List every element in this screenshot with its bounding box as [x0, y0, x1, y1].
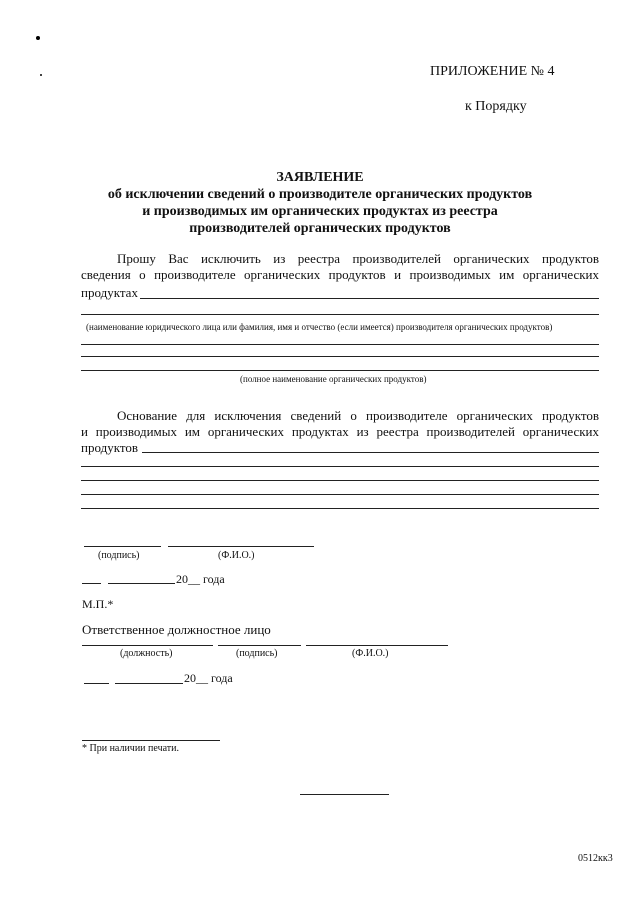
- applicant-name-caption: (Ф.И.О.): [218, 550, 255, 561]
- products-fill-line[interactable]: [81, 370, 599, 371]
- applicant-name-line[interactable]: [168, 546, 314, 547]
- producer-fill-line[interactable]: [140, 298, 599, 299]
- basis-fill-line[interactable]: [81, 480, 599, 481]
- applicant-date-year: 20__ года: [176, 572, 225, 586]
- document-code: 0512кк3: [578, 853, 613, 864]
- producer-caption: (наименование юридического лица или фамилия, имя и отчество (если имеется) производителя органических продуктов): [86, 322, 553, 332]
- end-separator: [300, 794, 389, 795]
- document-title: ЗАЯВЛЕНИЕ: [276, 170, 364, 185]
- basis-text-line-1: Основание для исключения сведений о производителе органических продуктов: [117, 408, 599, 423]
- basis-fill-line[interactable]: [81, 466, 599, 467]
- request-text-line-2: сведения о производителе органических продуктов и производимых им органических: [81, 267, 599, 282]
- official-signature-line[interactable]: [218, 645, 301, 646]
- official-date-day-line[interactable]: [84, 683, 109, 684]
- products-fill-line[interactable]: [81, 344, 599, 345]
- applicant-date-day-line[interactable]: [82, 583, 101, 584]
- margin-mark: [36, 36, 40, 40]
- appendix-label: ПРИЛОЖЕНИЕ № 4: [430, 64, 555, 79]
- official-title: Ответственное должностное лицо: [82, 622, 271, 637]
- basis-fill-line[interactable]: [81, 508, 599, 509]
- products-caption: (полное наименование органических продуктов): [240, 374, 427, 384]
- stamp-label: М.П.*: [82, 597, 114, 611]
- basis-fill-line[interactable]: [81, 494, 599, 495]
- official-name-line[interactable]: [306, 645, 448, 646]
- official-date-year: 20__ года: [184, 671, 233, 685]
- basis-fill-line[interactable]: [142, 452, 599, 453]
- footnote-text: * При наличии печати.: [82, 743, 179, 754]
- applicant-signature-line[interactable]: [84, 546, 161, 547]
- basis-text-line-2: и производимых им органических продуктах из реестра производителей органических: [81, 424, 599, 439]
- order-reference: к Порядку: [465, 99, 527, 114]
- footnote-separator: [82, 740, 220, 741]
- official-name-caption: (Ф.И.О.): [352, 648, 389, 659]
- official-position-line[interactable]: [82, 645, 213, 646]
- applicant-signature-caption: (подпись): [98, 550, 140, 561]
- products-fill-line[interactable]: [81, 356, 599, 357]
- margin-mark-small: [40, 74, 42, 76]
- official-position-caption: (должность): [120, 648, 173, 659]
- producer-fill-line[interactable]: [81, 314, 599, 315]
- official-date-month-line[interactable]: [115, 683, 183, 684]
- document-subtitle-line-3: производителей органических продуктов: [189, 221, 451, 236]
- document-subtitle-line-2: и производимых им органических продуктах из реестра: [142, 204, 498, 219]
- official-signature-caption: (подпись): [236, 648, 278, 659]
- document-subtitle-line-1: об исключении сведений о производителе органических продуктов: [107, 187, 533, 202]
- applicant-date-month-line[interactable]: [108, 583, 175, 584]
- request-text-line-3: продуктах: [81, 285, 138, 300]
- basis-text-line-3: продуктов: [81, 440, 138, 455]
- request-text-line-1: Прошу Вас исключить из реестра производителей органических продуктов: [117, 251, 599, 266]
